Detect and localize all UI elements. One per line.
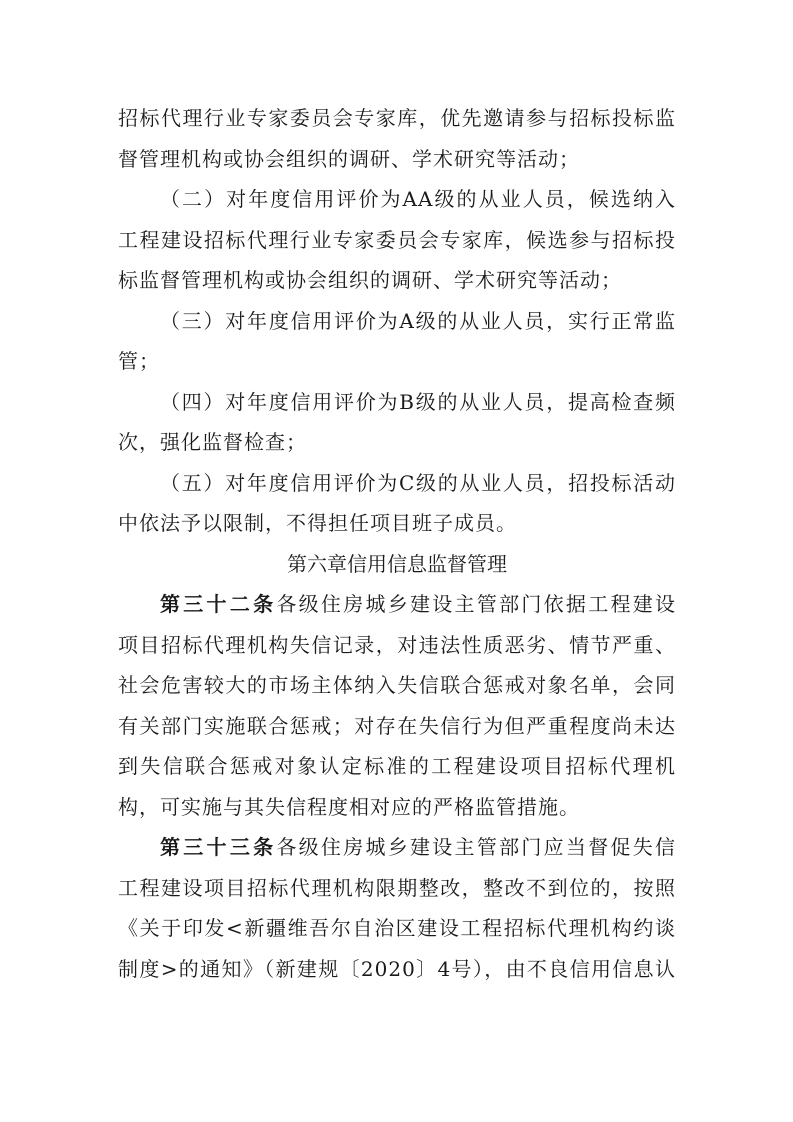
paragraph-expert-pool-continued [118,98,676,179]
paragraph-b-level [118,382,676,463]
text-line: 工程建设项目招标代理机构限期整改，整改不到位的，按照 [118,875,676,900]
text-line: （三）对年度信用评价为A级的从业人员，实行正常监 [160,308,676,333]
text-line: （四）对年度信用评价为B级的从业人员，提高检查频 [160,389,676,414]
paragraph-aa-level [118,179,676,301]
article-first-line [118,827,676,868]
chapter-heading: 第六章信用信息监督管理 [287,551,507,576]
article-first-text: 各级住房城乡建设主管部门应当督促失信 [276,835,677,859]
paragraph-c-level [118,463,676,544]
text-line: 管； [118,349,160,373]
text-line: 构，可实施与其失信程度相对应的严格监管措施。 [118,794,580,819]
text-line: 社会危害较大的市场主体纳入失信联合惩戒对象名单，会同 [118,673,676,697]
text-line: 招标代理行业专家委员会专家库，优先邀请参与招标投标监 [118,106,676,130]
text-line: 工程建设招标代理行业专家委员会专家库，候选参与招标投 [118,227,676,252]
text-line: 《关于印发<新疆维吾尔自治区建设工程招标代理机构约谈 [118,916,676,940]
article-label: 第三十二条 [160,592,277,616]
text-line: 到失信联合惩戒对象认定标准的工程建设项目招标代理机 [118,754,676,778]
text-line: 中依法予以限制，不得担任项目班子成员。 [118,511,517,535]
text-line: 有关部门实施联合惩戒；对存在失信行为但严重程度尚未达 [118,713,676,738]
text-line: 项目招标代理机构失信记录，对违法性质恶劣、情节严重、 [118,632,676,657]
article-33 [118,827,676,989]
text-line: 标监督管理机构或协会组织的调研、学术研究等活动； [118,268,622,292]
article-32 [118,584,676,827]
text-line: （五）对年度信用评价为C级的从业人员，招投标活动 [160,470,676,495]
text-line: 次，强化监督检查； [118,430,307,454]
article-label: 第三十三条 [160,835,277,859]
text-line: （二）对年度信用评价为AA级的从业人员，候选纳入 [160,187,676,211]
article-first-line [118,584,676,625]
text-line: 督管理机构或协会组织的调研、学术研究等活动； [118,146,580,171]
article-first-text: 各级住房城乡建设主管部门依据工程建设 [276,592,677,616]
text-line: 制度>的通知》（新建规〔2020〕4号），由不良信用信息认 [118,956,676,981]
paragraph-a-level [118,301,676,382]
document-body [118,98,676,989]
